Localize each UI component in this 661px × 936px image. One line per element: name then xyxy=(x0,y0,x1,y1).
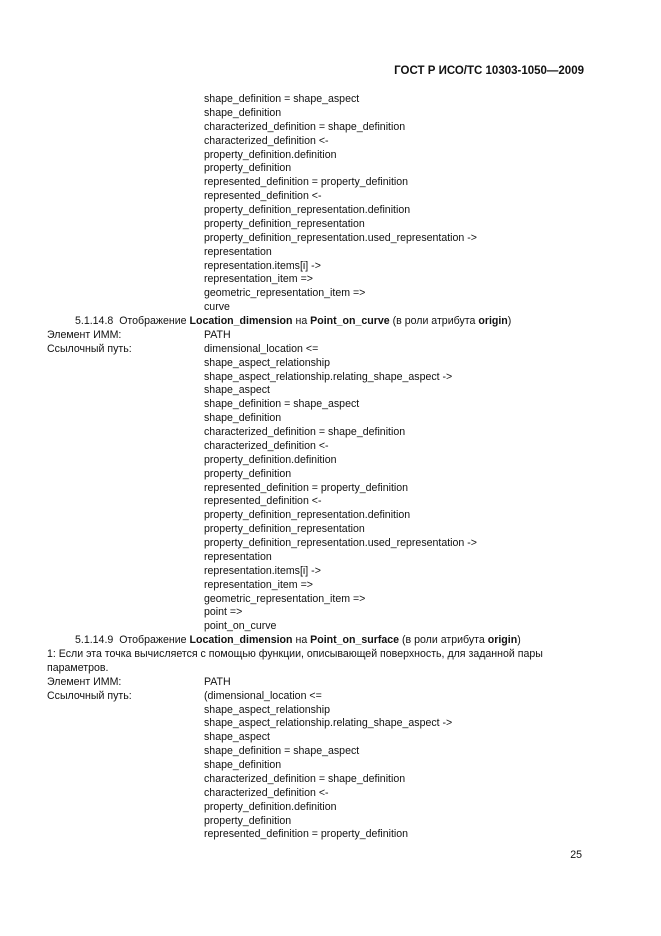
reference-path-line: property_definition.definition xyxy=(204,453,337,466)
field-value: (dimensional_location <= xyxy=(204,689,322,702)
reference-path-line: property_definition_representation.definition xyxy=(204,509,411,522)
reference-path-line: characterized_definition = shape_definition xyxy=(204,120,406,133)
heading-close: ) xyxy=(507,315,512,327)
reference-path-line: shape_definition = shape_aspect xyxy=(204,93,360,105)
reference-path-line: property_definition_representation.used_representation -> xyxy=(204,537,477,549)
field-row xyxy=(47,676,607,690)
reference-path-line: represented_definition = property_definition xyxy=(204,481,409,494)
reference-path-line: geometric_representation_item => xyxy=(204,592,366,605)
section-heading xyxy=(47,315,607,329)
reference-path-line: shape_definition xyxy=(204,106,282,119)
heading-number: 5.1.14.9 xyxy=(75,634,114,647)
reference-path-line: shape_aspect_relationship xyxy=(204,703,331,716)
reference-path-line: curve xyxy=(204,301,230,314)
heading-post: (в роли атрибута xyxy=(402,634,485,647)
reference-path-line: representation_item => xyxy=(204,273,313,286)
section-heading xyxy=(47,634,607,648)
field-row xyxy=(47,329,607,343)
field-label: Ссылочный путь: xyxy=(47,342,132,355)
reference-path-line: characterized_definition = shape_definition xyxy=(204,772,406,785)
heading-attr: origin xyxy=(487,634,518,647)
reference-path-line: representation.items[i] -> xyxy=(204,564,321,577)
reference-path-line: shape_definition xyxy=(204,412,282,425)
reference-path-line: shape_aspect_relationship xyxy=(204,356,331,369)
heading-mid: на xyxy=(295,634,308,647)
document-body xyxy=(47,93,607,842)
field-row xyxy=(47,343,607,357)
reference-path-line: shape_aspect xyxy=(204,731,270,744)
reference-path-line: representation xyxy=(204,245,272,258)
note-line: параметров. xyxy=(47,661,109,674)
heading-number: 5.1.14.8 xyxy=(75,315,114,327)
field-label: Ссылочный путь: xyxy=(47,689,132,702)
reference-path-line: property_definition_representation xyxy=(204,523,365,536)
reference-path-line: representation xyxy=(204,550,272,563)
reference-path-line: represented_definition = property_definition xyxy=(204,828,409,841)
field-label: Элемент ИММ: xyxy=(47,328,122,341)
reference-path-line: property_definition_representation.definition xyxy=(204,204,411,216)
heading-mid: на xyxy=(295,315,308,327)
heading-a: Location_dimension xyxy=(189,315,293,327)
field-value: dimensional_location <= xyxy=(204,342,319,355)
reference-path-line: represented_definition <- xyxy=(204,495,322,508)
reference-path-line: characterized_definition = shape_definition xyxy=(204,426,406,438)
reference-path-line: characterized_definition <- xyxy=(204,134,329,147)
heading-pre: Отображение xyxy=(119,634,187,647)
heading-b: Point_on_curve xyxy=(310,315,390,327)
heading-attr: origin xyxy=(478,315,508,327)
reference-path-line: property_definition xyxy=(204,162,292,175)
reference-path-line: shape_definition = shape_aspect xyxy=(204,745,360,758)
reference-path-line: property_definition xyxy=(204,467,292,480)
reference-path-line: characterized_definition <- xyxy=(204,439,329,452)
heading-close: ) xyxy=(517,634,521,647)
reference-path-line: shape_definition xyxy=(204,759,282,771)
reference-path-line: representation_item => xyxy=(204,578,313,591)
reference-path-line: shape_aspect_relationship.relating_shape_aspect -> xyxy=(204,717,453,730)
reference-path-line: shape_definition = shape_aspect xyxy=(204,398,360,411)
reference-path-line: property_definition.definition xyxy=(204,800,337,813)
reference-path-line: property_definition_representation xyxy=(204,217,365,230)
field-label: Элемент ИММ: xyxy=(47,675,122,688)
heading-a: Location_dimension xyxy=(189,634,293,647)
reference-path-line: point => xyxy=(204,606,243,619)
heading-post: (в роли атрибута xyxy=(392,315,476,327)
reference-path-line: represented_definition = property_definition xyxy=(204,176,409,189)
reference-path-line: point_on_curve xyxy=(204,620,277,633)
field-value: PATH xyxy=(204,675,231,688)
reference-path-line: shape_aspect xyxy=(204,384,270,397)
reference-path-line: property_definition xyxy=(204,814,292,827)
note-line: 1: Если эта точка вычисляется с помощью функции, описывающей поверхность, для заданной пары xyxy=(47,648,543,660)
reference-path-line: characterized_definition <- xyxy=(204,786,329,799)
document-header: ГОСТ Р ИСО/ТС 10303-1050—2009 xyxy=(394,65,584,77)
reference-path-line: shape_aspect_relationship.relating_shape_aspect -> xyxy=(204,370,453,383)
field-value: PATH xyxy=(204,328,231,341)
field-row xyxy=(47,690,607,704)
page-number: 25 xyxy=(570,849,582,861)
reference-path-line: represented_definition <- xyxy=(204,190,322,203)
heading-b: Point_on_surface xyxy=(310,634,400,647)
reference-path-line: representation.items[i] -> xyxy=(204,259,321,272)
reference-path-line: geometric_representation_item => xyxy=(204,287,366,300)
heading-pre: Отображение xyxy=(119,315,187,327)
reference-path-line: property_definition_representation.used_representation -> xyxy=(204,231,477,244)
reference-path-line: property_definition.definition xyxy=(204,148,337,161)
